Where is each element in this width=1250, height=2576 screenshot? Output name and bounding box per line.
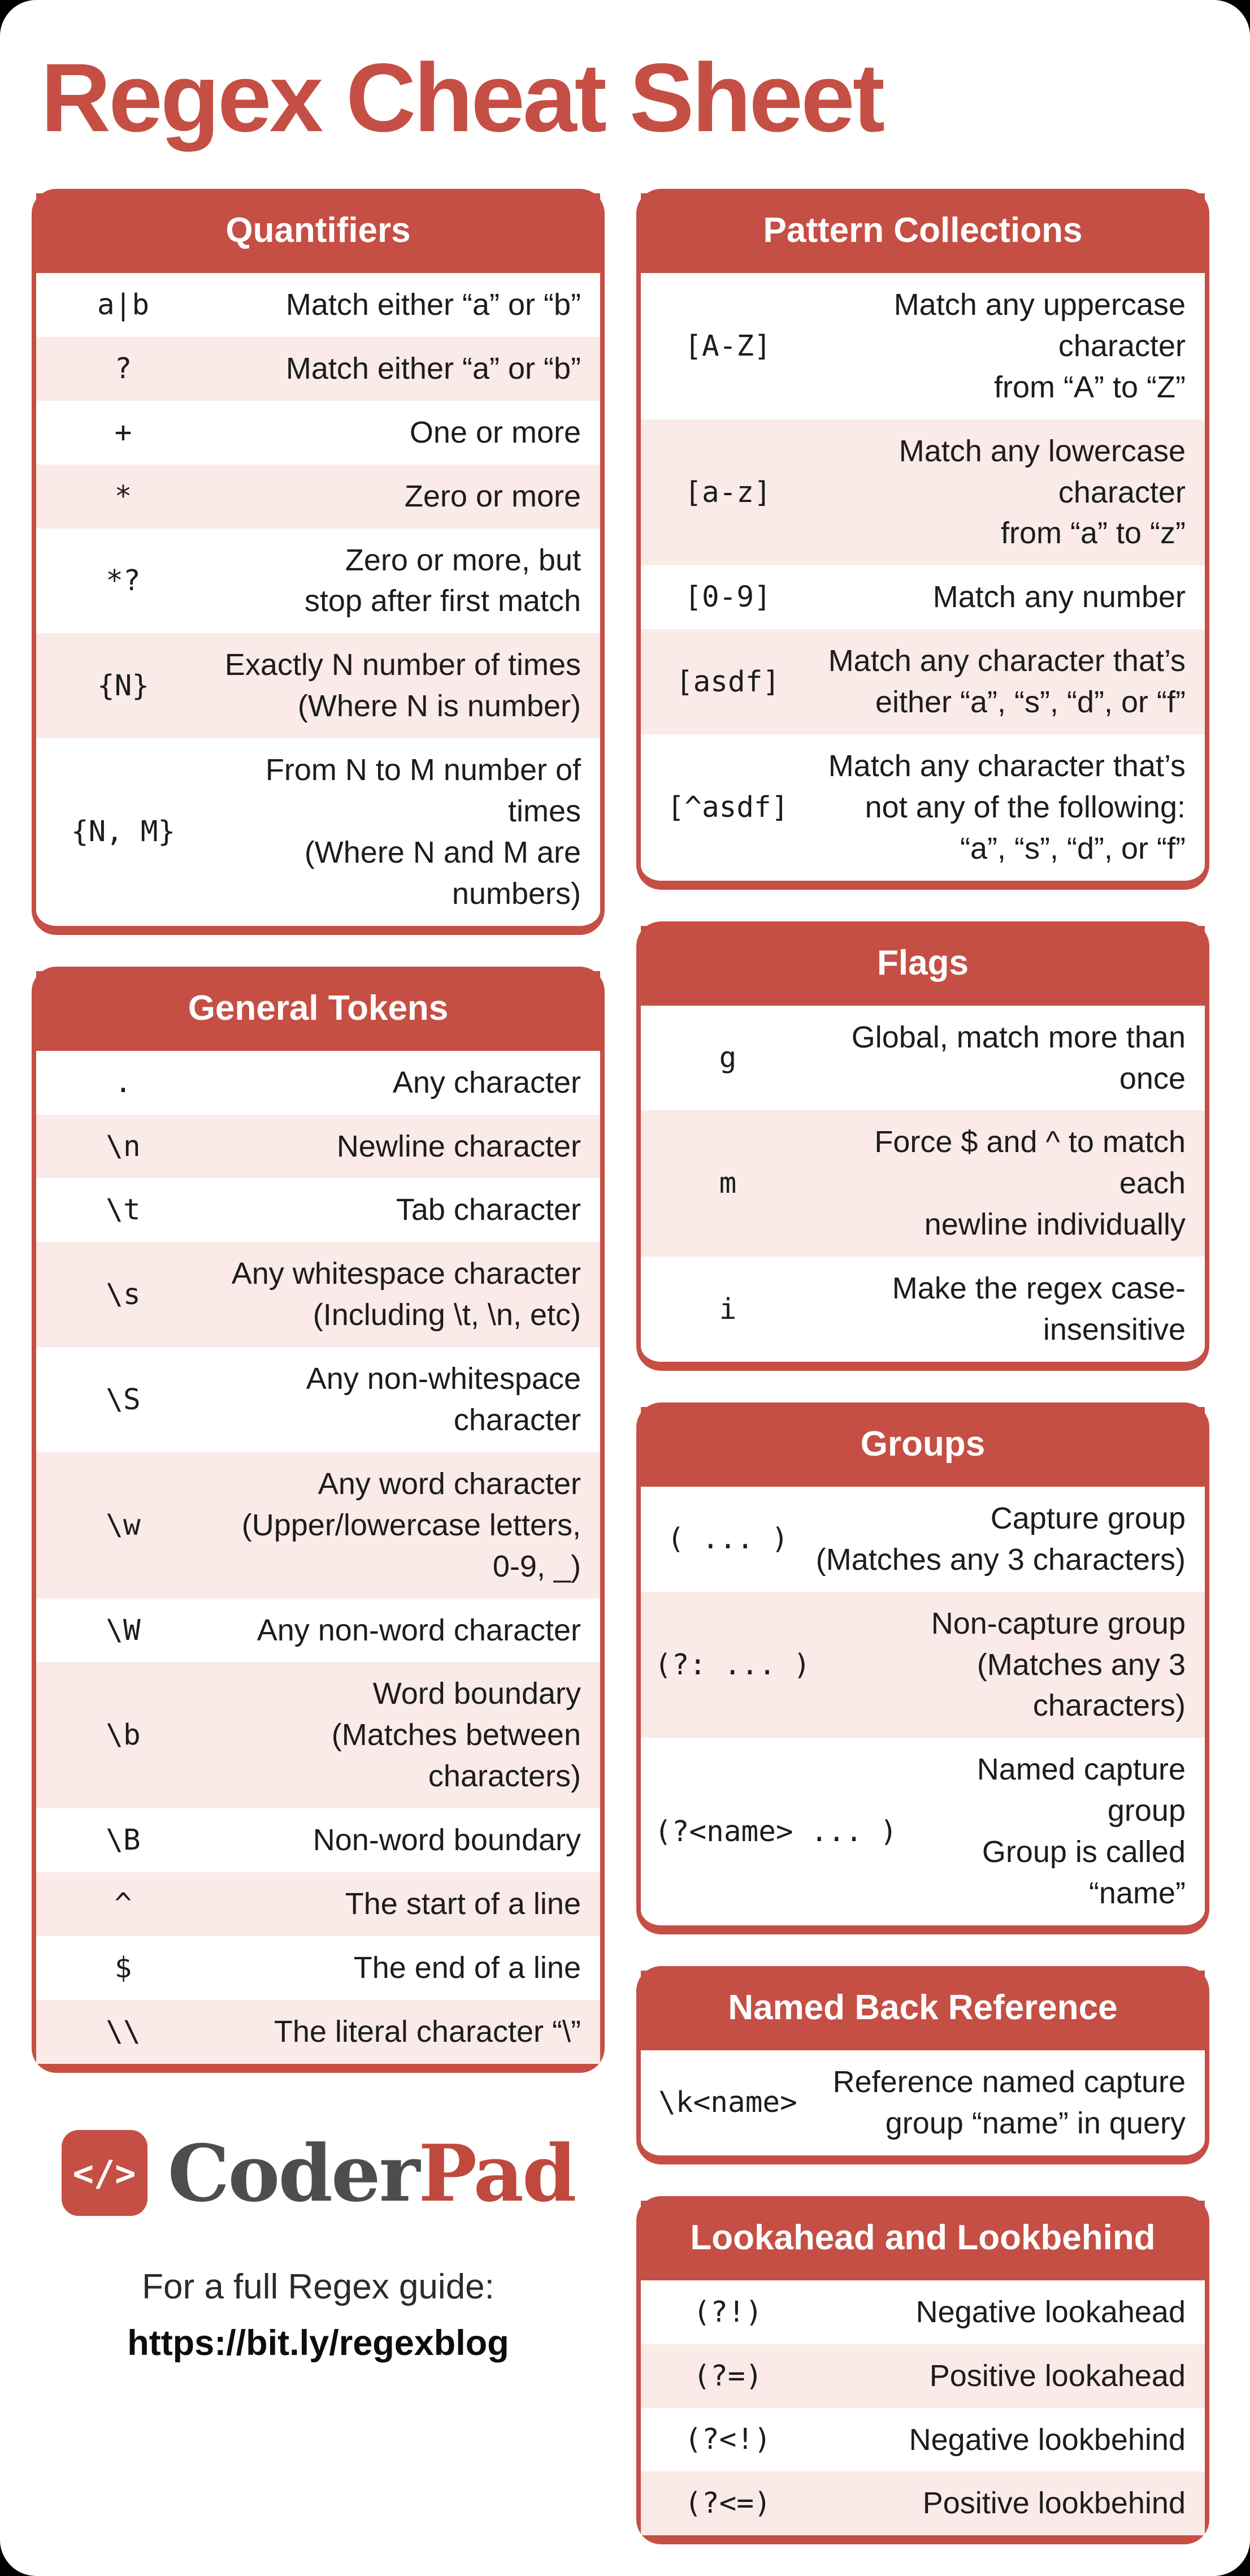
table-row	[641, 1006, 1205, 1111]
table-row	[641, 2344, 1205, 2408]
token-description-line: Make the regex case-insensitive	[892, 1271, 1186, 1347]
token-description-line: Positive lookbehind	[922, 2486, 1186, 2521]
token-description-line: either “a”, “s”, “d”, or “f”	[875, 685, 1186, 720]
token-description-line: (Matches any 3 characters)	[976, 1647, 1186, 1723]
token-description-line: (Upper/lowercase letters, 0-9, _)	[241, 1508, 581, 1583]
token-description-line: Capture group	[990, 1501, 1186, 1535]
token-description-line: Match any character that’s	[828, 749, 1186, 783]
table-row	[641, 2408, 1205, 2472]
token-description	[813, 1498, 1186, 1581]
logo-coder-text: Coder	[167, 2127, 419, 2219]
regex-token: \S	[106, 1383, 141, 1417]
regex-token: (?<=)	[684, 2487, 771, 2521]
table-named-back-reference-rows	[641, 2050, 1205, 2155]
regex-token: \w	[106, 1508, 141, 1542]
regex-token: [a-z]	[684, 475, 771, 509]
table-row	[641, 1487, 1205, 1592]
token-description	[208, 1947, 581, 1989]
token-description	[208, 644, 581, 727]
token-description	[813, 431, 1186, 555]
regex-token: [asdf]	[675, 665, 780, 699]
token-description-line: Match either “a” or “b”	[285, 288, 581, 322]
table-row	[36, 337, 600, 401]
right-column	[636, 189, 1209, 2576]
table-general-tokens-rows	[36, 1051, 600, 2064]
page-title: Regex Cheat Sheet	[41, 44, 883, 152]
table-groups-header: Groups	[641, 1407, 1205, 1487]
table-row	[36, 1347, 600, 1452]
regex-token: \t	[106, 1193, 141, 1227]
regex-token: m	[719, 1167, 737, 1201]
token-description-line: “a”, “s”, “d”, or “f”	[960, 831, 1186, 865]
token-description	[909, 1749, 1186, 1914]
token-description-line: Any non-word character	[257, 1613, 581, 1647]
token-description-line: (Where N and M are numbers)	[304, 835, 581, 911]
table-row	[36, 273, 600, 337]
table-row	[36, 529, 600, 634]
token-description	[813, 746, 1186, 869]
token-description-line: Newline character	[336, 1129, 581, 1163]
token-description	[208, 540, 581, 622]
table-lookahead-lookbehind	[636, 2196, 1209, 2545]
regex-token: \s	[106, 1278, 141, 1311]
token-description-line: Word boundary	[372, 1677, 581, 1711]
table-general-tokens-header: General Tokens	[36, 971, 600, 1051]
table-quantifiers-rows	[36, 273, 600, 926]
table-flags-rows	[641, 1006, 1205, 1362]
token-description	[822, 1603, 1186, 1727]
table-row	[36, 1452, 600, 1599]
regex-token: (?!)	[693, 2295, 763, 2329]
token-description	[208, 1610, 581, 1651]
token-description-line: not any of the following:	[865, 790, 1186, 824]
table-lookahead-lookbehind-header: Lookahead and Lookbehind	[641, 2201, 1205, 2280]
table-pattern-collections	[636, 189, 1209, 890]
table-row	[36, 1178, 600, 1242]
token-description-line: (Matches any 3 characters)	[815, 1542, 1186, 1577]
table-row	[641, 734, 1205, 881]
table-row	[36, 401, 600, 465]
table-row	[641, 629, 1205, 734]
token-description	[208, 1820, 581, 1861]
token-description-line: group “name” in query	[885, 2106, 1186, 2140]
table-groups	[636, 1402, 1209, 1934]
left-column	[32, 189, 605, 2363]
table-row	[36, 1242, 600, 1347]
table-row	[36, 1599, 600, 1663]
token-description	[813, 1268, 1186, 1350]
token-description	[813, 2419, 1186, 2461]
regex-token: [^asdf]	[667, 790, 789, 824]
token-description-line: Reference named capture	[832, 2064, 1186, 2099]
token-description	[813, 2483, 1186, 2524]
token-description	[208, 1358, 581, 1441]
regex-token: {N}	[97, 669, 150, 703]
regex-token: g	[719, 1041, 737, 1075]
regex-token: *?	[106, 564, 141, 598]
table-quantifiers	[32, 189, 605, 935]
token-description-line: from “a” to “z”	[1000, 516, 1186, 551]
token-description-line: Match any uppercase character	[893, 288, 1186, 363]
token-description-line: Exactly N number of times	[224, 648, 581, 682]
token-description	[813, 1122, 1186, 1245]
regex-token: \B	[106, 1824, 141, 1858]
token-description-line: Zero or more, but	[345, 543, 581, 577]
token-description	[813, 2356, 1186, 2397]
token-description-line: Zero or more	[404, 479, 581, 513]
token-description-line: Tab character	[396, 1193, 581, 1227]
table-row	[36, 738, 600, 926]
regex-token: $	[114, 1951, 132, 1985]
table-row	[641, 1257, 1205, 1362]
table-row	[641, 273, 1205, 419]
token-description	[813, 640, 1186, 723]
regex-token: (?<name> ... )	[654, 1815, 897, 1848]
regex-token: (?<!)	[684, 2423, 771, 2457]
regex-token: ^	[114, 1887, 132, 1921]
token-description-line: The literal character “\”	[274, 2014, 581, 2049]
token-description	[208, 1253, 581, 1336]
regex-token: \k<name>	[658, 2086, 797, 2120]
regex-token: [A-Z]	[684, 329, 771, 363]
token-description-line: (Including \t, \n, etc)	[312, 1298, 581, 1332]
regex-token: i	[719, 1292, 737, 1326]
regex-token: ?	[114, 352, 132, 386]
table-row	[641, 419, 1205, 566]
table-row	[36, 1662, 600, 1808]
token-description-line: Negative lookahead	[915, 2294, 1186, 2329]
regex-token: \b	[106, 1718, 141, 1752]
token-description	[208, 2011, 581, 2053]
table-named-back-reference	[636, 1966, 1209, 2164]
table-row	[36, 1936, 600, 2000]
table-row	[641, 1592, 1205, 1738]
token-description-line: From N to M number of times	[265, 753, 581, 829]
table-row	[36, 1872, 600, 1936]
token-description-line: Negative lookbehind	[909, 2422, 1186, 2457]
regex-token: a|b	[97, 288, 150, 322]
token-description-line: Named capture group	[976, 1752, 1186, 1828]
table-row	[641, 2050, 1205, 2155]
token-description-line: One or more	[409, 415, 581, 449]
guide-url-link[interactable]: https://bit.ly/regexblog	[127, 2323, 509, 2363]
token-description-line: from “A” to “Z”	[994, 370, 1186, 404]
table-named-back-reference-header: Named Back Reference	[641, 1971, 1205, 2050]
regex-token: ( ... )	[667, 1522, 789, 1556]
table-row	[641, 1110, 1205, 1257]
token-description	[208, 750, 581, 915]
table-row	[36, 1051, 600, 1115]
token-description-line: Any character	[392, 1065, 581, 1099]
token-description	[813, 2062, 1186, 2144]
token-description	[208, 1673, 581, 1797]
token-description	[208, 412, 581, 453]
token-description-line: Non-word boundary	[312, 1823, 581, 1858]
table-flags-header: Flags	[641, 926, 1205, 1006]
regex-token: [0-9]	[684, 581, 771, 614]
table-row	[36, 1115, 600, 1179]
token-description	[208, 284, 581, 326]
table-row	[36, 1808, 600, 1872]
token-description-line: Force $ and ^ to match each	[874, 1125, 1186, 1201]
table-pattern-collections-header: Pattern Collections	[641, 193, 1205, 273]
table-row	[36, 465, 600, 529]
table-quantifiers-header: Quantifiers	[36, 193, 600, 273]
token-description	[208, 1126, 581, 1167]
code-brackets-icon	[62, 2130, 147, 2216]
token-description-line: Any word character	[318, 1466, 581, 1501]
token-description-line: Any whitespace character	[231, 1257, 581, 1291]
table-lookahead-lookbehind-rows	[641, 2280, 1205, 2536]
regex-token: +	[114, 415, 132, 449]
table-row	[641, 2280, 1205, 2344]
regex-token: *	[114, 479, 132, 513]
token-description-line: The start of a line	[345, 1887, 581, 1921]
table-row	[641, 565, 1205, 629]
token-description-line: Match any character that’s	[828, 644, 1186, 678]
regex-token: \n	[106, 1129, 141, 1163]
table-row	[641, 2471, 1205, 2535]
token-description-line: Non-capture group	[931, 1606, 1186, 1640]
token-description-line: (Matches between characters)	[331, 1718, 581, 1794]
token-description	[208, 1062, 581, 1103]
regex-token: \\	[106, 2015, 141, 2049]
token-description-line: stop after first match	[304, 584, 581, 618]
token-description-line: Match any lowercase character	[899, 434, 1186, 509]
token-description	[813, 1017, 1186, 1099]
token-description-line: Match any number	[932, 580, 1186, 614]
table-row	[641, 1738, 1205, 1925]
token-description	[208, 476, 581, 517]
table-row	[36, 633, 600, 738]
code-brackets-glyph: </>	[72, 2152, 136, 2194]
content-grid	[32, 189, 1209, 2576]
token-description	[208, 1189, 581, 1231]
token-description	[208, 1464, 581, 1587]
token-description	[208, 1884, 581, 1925]
token-description-line: Match either “a” or “b”	[285, 351, 581, 386]
regex-token: (?: ... )	[654, 1648, 811, 1682]
token-description-line: Any non-whitespace character	[306, 1362, 581, 1438]
table-row	[36, 2000, 600, 2064]
token-description-line: Positive lookahead	[929, 2358, 1186, 2393]
coderpad-logo	[62, 2127, 575, 2219]
token-description-line: newline individually	[924, 1207, 1186, 1242]
token-description	[208, 348, 581, 389]
logo-pad-text: Pad	[418, 2127, 575, 2219]
table-flags	[636, 921, 1209, 1371]
token-description-line: The end of a line	[353, 1950, 581, 1985]
token-description-line: Global, match more than once	[851, 1020, 1186, 1096]
footer-brand	[32, 2127, 605, 2363]
table-general-tokens	[32, 967, 605, 2073]
guide-label: For a full Regex guide:	[142, 2267, 494, 2306]
token-description	[813, 577, 1186, 618]
token-description-line: (Where N is number)	[297, 689, 581, 724]
regex-token: (?=)	[693, 2359, 763, 2393]
table-groups-rows	[641, 1487, 1205, 1925]
coderpad-wordmark	[168, 2127, 575, 2219]
token-description-line: Group is called “name”	[982, 1835, 1186, 1911]
token-description	[813, 2292, 1186, 2333]
regex-token: {N, M}	[71, 815, 176, 849]
table-pattern-collections-rows	[641, 273, 1205, 881]
regex-token: \W	[106, 1613, 141, 1647]
regex-token: .	[114, 1066, 132, 1099]
token-description	[813, 284, 1186, 408]
